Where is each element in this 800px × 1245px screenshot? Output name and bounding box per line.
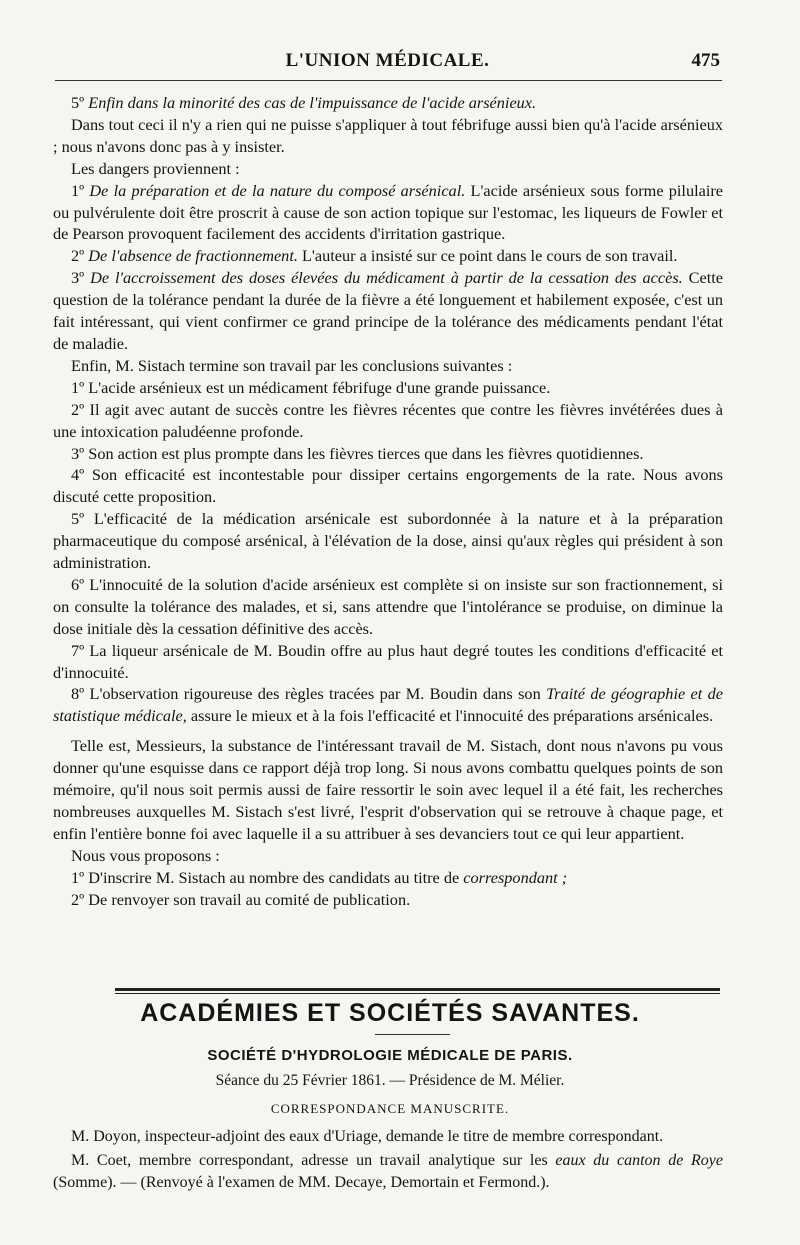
text-run: 6º L'innocuité de la solution d'acide arsénieux est complète si on insiste sur son fractionnement, si on consulte la tolérance des malades, et si, sans attendre que l'intolérance se produise, on diminue la dose initiale dès la cessation définitive des accès. bbox=[53, 574, 723, 638]
paragraph bbox=[53, 867, 723, 889]
section-rule-thin bbox=[115, 993, 720, 994]
text-run: De l'accroissement des doses élevées du médicament à partir de la cessation des accès. bbox=[90, 268, 683, 288]
journal-title: L'UNION MÉDICALE. bbox=[285, 50, 490, 71]
header-rule bbox=[55, 80, 722, 81]
paragraph bbox=[53, 245, 723, 267]
text-run: De l'absence de fractionnement. bbox=[88, 246, 298, 266]
text-run: 4º Son efficacité est incontestable pour dissiper certains engorgements de la rate. Nous avons discuté cette proposition. bbox=[53, 465, 723, 507]
text-run: L'auteur a insisté sur ce point dans le cours de son travail. bbox=[297, 246, 678, 266]
paragraph bbox=[53, 508, 723, 574]
text-run: 1º L'acide arsénieux est un médicament fébrifuge d'une grande puissance. bbox=[71, 377, 551, 397]
text-run: M. Doyon, inspecteur-adjoint des eaux d'Uriage, demande le titre de membre correspondant. bbox=[71, 1128, 664, 1145]
text-run: Les dangers proviennent : bbox=[71, 158, 240, 178]
section-rule-thick bbox=[115, 988, 720, 991]
text-run: 5º bbox=[71, 93, 89, 112]
text-run: 2º Il agit avec autant de succès contre les fièvres récentes que contre les fièvres invétérées dues à une intoxication paludéenne profonde. bbox=[53, 399, 723, 441]
society-title: SOCIÉTÉ D'HYDROLOGIE MÉDICALE DE PARIS. bbox=[207, 1047, 573, 1064]
text-run: De la préparation et de la nature du composé arsénical. bbox=[89, 180, 466, 200]
text-run: 3º Son action est plus prompte dans les fièvres tierces que dans les fièvres quotidiennes. bbox=[71, 443, 644, 463]
paragraph bbox=[53, 889, 723, 911]
text-run: 2º De renvoyer son travail au comité de publication. bbox=[71, 889, 411, 909]
paragraph bbox=[53, 377, 723, 399]
text-run: 1º bbox=[71, 180, 90, 200]
paragraph bbox=[53, 1126, 723, 1148]
paragraph bbox=[53, 640, 723, 684]
paragraph bbox=[53, 355, 723, 377]
paragraph bbox=[53, 1150, 723, 1194]
paragraph bbox=[53, 158, 723, 180]
report-body bbox=[53, 92, 723, 911]
paragraph bbox=[53, 683, 723, 727]
paragraph bbox=[53, 180, 723, 246]
page-number: 475 bbox=[691, 50, 720, 71]
section-title: ACADÉMIES ET SOCIÉTÉS SAVANTES. bbox=[140, 999, 640, 1027]
correspondance-heading: CORRESPONDANCE MANUSCRITE. bbox=[270, 1101, 510, 1116]
paragraph bbox=[53, 114, 723, 158]
text-run: eaux du canton de Roye bbox=[555, 1152, 724, 1169]
text-run: 1º D'inscrire M. Sistach au nombre des candidats au titre de bbox=[71, 867, 464, 887]
paragraph bbox=[53, 92, 723, 114]
paragraph bbox=[53, 735, 723, 845]
text-run: Enfin, M. Sistach termine son travail par les conclusions suivantes : bbox=[71, 355, 513, 375]
text-run: Enfin dans la minorité des cas de l'impuissance de l'acide arsénieux. bbox=[88, 93, 537, 112]
short-rule bbox=[375, 1034, 450, 1035]
paragraph bbox=[53, 399, 723, 443]
text-run: Dans tout ceci il n'y a rien qui ne puisse s'appliquer à tout fébrifuge aussi bien qu'à l'acide arsénieux ; nous n'avons donc pas à y insister. bbox=[53, 114, 723, 156]
running-header bbox=[55, 50, 720, 76]
text-run: assure le mieux et à la fois l'efficacité et l'innocuité des préparations arsénicales. bbox=[186, 706, 714, 726]
paragraph bbox=[53, 574, 723, 640]
text-run: 7º La liqueur arsénicale de M. Boudin offre au plus haut degré toutes les conditions d'efficacité et d'innocuité. bbox=[53, 640, 723, 682]
text-run: M. Coet, membre correspondant, adresse un travail analytique sur les bbox=[71, 1152, 556, 1169]
text-run: L'acide arsénieux sous forme pilulaire ou pulvérulente doit être proscrit à cause de son action topique sur l'estomac, les liqueurs de Fowler et de Pearson provoquent facilement des accidents d'irritation gastrique. bbox=[53, 180, 724, 244]
paragraph bbox=[53, 443, 723, 465]
session-line: Séance du 25 Février 1861. — Présidence de M. Mélier. bbox=[215, 1072, 565, 1089]
text-run: 2º bbox=[71, 246, 89, 266]
text-run: 3º bbox=[71, 268, 91, 288]
text-run: 5º L'efficacité de la médication arsénicale est subordonnée à la nature et à la préparation pharmaceutique du composé arsénical, à l'élévation de la dose, ainsi qu'aux règles qui président à son administration. bbox=[53, 509, 723, 573]
paragraph bbox=[53, 464, 723, 508]
text-run: correspondant ; bbox=[463, 867, 568, 887]
correspondance-body bbox=[53, 1126, 723, 1196]
paragraph bbox=[53, 845, 723, 867]
paragraph bbox=[53, 267, 723, 355]
text-run: Telle est, Messieurs, la substance de l'intéressant travail de M. Sistach, dont nous n'avons pu vous donner qu'une esquisse dans ce rapport déjà trop long. Si nous avons combattu quelques points de son mémoire, qu'il nous soit permis aussi de faire ressortir le soin avec lequel il a été fait, les recherches nombreuses auxquelles M. Sistach s'est livré, l'esprit d'observation qui se retrouve à chaque page, et enfin l'entière bonne foi avec laquelle il a su attribuer à ses devanciers tout ce qui leur appartient. bbox=[53, 736, 723, 843]
text-run: 8º L'observation rigoureuse des règles tracées par M. Boudin dans son bbox=[71, 684, 547, 704]
text-run: Nous vous proposons : bbox=[71, 845, 220, 865]
text-run: (Somme). — (Renvoyé à l'examen de MM. Decaye, Demortain et Fermond.). bbox=[53, 1174, 550, 1191]
text-run: Cette question de la tolérance pendant la durée de la fièvre a été longuement et habilement exposée, c'est un fait intéressant, qui vient confirmer ce grand principe de la tolérance des médicaments pendant l'état de maladie. bbox=[53, 268, 724, 353]
text-run: Traité de géographie et de statistique médicale, bbox=[53, 684, 724, 726]
